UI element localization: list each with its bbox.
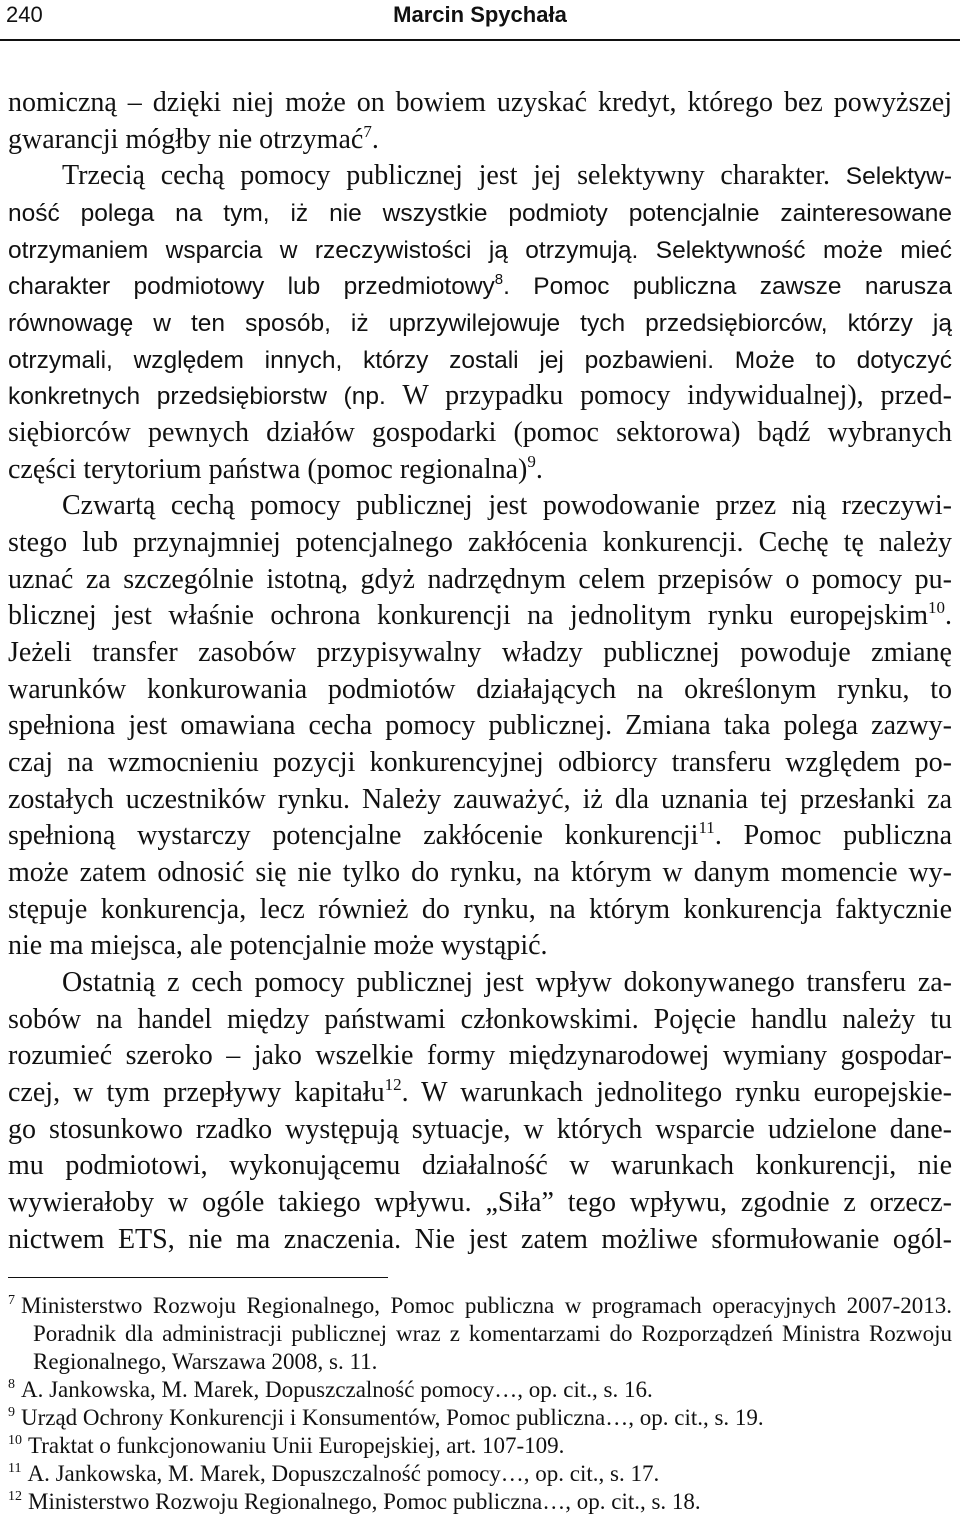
text-segment: . Pomoc publiczna zawsze narusza <box>503 273 952 301</box>
text-segment: W przypadku pomocy indywidualnej), przed- <box>402 380 952 412</box>
text-segment: . W warunkach jednolitego rynku europejskie- <box>401 1077 952 1109</box>
text-segment: otrzymali, względem innych, którzy zostali jej pozbawieni. Może to dotyczyć <box>8 346 952 374</box>
text-segment: wywierałoby w ogóle takiego wpływu. „Siła” tego wpływu, zgodnie z orzecz- <box>8 1187 952 1219</box>
page-number: 240 <box>6 2 43 27</box>
footnote-ref-12: 12 <box>384 1075 402 1095</box>
body-line <box>8 562 952 599</box>
footnote-ref-8: 8 <box>494 271 504 289</box>
header-rule <box>0 39 960 41</box>
body-line <box>8 965 952 1002</box>
body-line <box>8 158 952 195</box>
footnote-line <box>8 1320 952 1348</box>
text-segment: Trzecią cechą pomocy publicznej jest jej selektywny charakter. <box>62 160 846 192</box>
body-line <box>8 708 952 745</box>
body-line <box>8 342 952 379</box>
body-line <box>8 1148 952 1185</box>
text-segment: siębiorców pewnych działów gospodarki (pomoc sektorowa) bądź wybranych <box>8 417 952 449</box>
body-line <box>8 1002 952 1039</box>
text-segment: stego lub przynajmniej potencjalnego zakłócenia konkurencji. Cechę tę należy <box>8 527 952 559</box>
text-segment: czej, w tym przepływy kapitału <box>8 1077 385 1109</box>
text-segment: Ostatnią z cech pomocy publicznej jest wpływ dokonywanego transferu za- <box>62 967 952 999</box>
running-title: Marcin Spychała <box>393 2 567 27</box>
body-line <box>8 892 952 929</box>
body-line <box>8 122 952 159</box>
footnote-text: Poradnik dla administracji publicznej wraz z komentarzami do Rozporządzeń Ministra Rozwoju <box>33 1321 952 1346</box>
text-segment: spełnioną wystarczy potencjalne zakłócenie konkurencji <box>8 820 699 852</box>
text-segment: sobów na handel między państwami członkowskimi. Pojęcie handlu należy tu <box>8 1003 952 1035</box>
footnote-8 <box>8 1376 952 1404</box>
text-segment: spełniona jest omawiana cecha pomocy publicznej. Zmiana taka polega zazwy- <box>8 710 952 742</box>
text-segment: blicznej jest właśnie ochrona konkurencji na jednolitym rynku europejskim <box>8 600 928 632</box>
text-segment: Selektyw- <box>845 163 952 191</box>
body-line <box>8 195 952 232</box>
body-line <box>8 745 952 782</box>
footnote-11 <box>8 1460 952 1488</box>
text-segment: nie ma miejsca, ale potencjalnie może wystąpić. <box>8 930 548 962</box>
text-segment: konkretnych przedsiębiorstw (np. <box>8 383 403 411</box>
footnote-7 <box>8 1292 952 1376</box>
body-line <box>8 635 952 672</box>
text-segment: stępuje konkurencja, lecz również do rynku, na którym konkurencja faktycznie <box>8 893 952 925</box>
text-segment: otrzymaniem wsparcia w rzeczywistości ją otrzymują. Selektywność może mieć <box>8 236 952 264</box>
body-line <box>8 672 952 709</box>
footnote-number: 12 <box>8 1489 22 1504</box>
body-line <box>8 525 952 562</box>
page-header <box>0 0 960 30</box>
body-line <box>8 378 952 415</box>
footnote-ref-7: 7 <box>363 121 372 141</box>
text-segment: . <box>371 123 379 155</box>
footnote-text: Ministerstwo Rozwoju Regionalnego, Pomoc publiczna…, op. cit., s. 18. <box>28 1489 701 1514</box>
footnote-text: A. Jankowska, M. Marek, Dopuszczalność pomocy…, op. cit., s. 16. <box>21 1377 653 1402</box>
body-line <box>8 1222 952 1259</box>
text-segment: uznać za szczególnie istotną, gdyż nadrzędnym celem przepisów o pomocy pu- <box>8 563 952 595</box>
body-line <box>8 232 952 269</box>
footnote-number: 11 <box>8 1461 22 1476</box>
body-line <box>8 928 952 965</box>
text-segment: czaj na wzmocnieniu pozycji konkurencyjnej odbiorcy transferu względem po- <box>8 747 952 779</box>
text-segment: Jeżeli transfer zasobów przypisywalny władzy publicznej powoduje zmianę <box>8 637 952 669</box>
body-text <box>8 85 952 1259</box>
body-line <box>8 1185 952 1222</box>
footnote-9 <box>8 1404 952 1432</box>
body-line <box>8 818 952 855</box>
body-line <box>8 488 952 525</box>
footnote-text: Traktat o funkcjonowaniu Unii Europejskiej, art. 107-109. <box>28 1433 565 1458</box>
footnote-line <box>8 1348 952 1376</box>
footnote-10 <box>8 1432 952 1460</box>
text-segment: rozumieć szeroko – jako wszelkie formy międzynarodowej wymiany gospodar- <box>8 1040 952 1072</box>
footnote-ref-11: 11 <box>698 818 715 838</box>
text-segment: Czwartą cechą pomocy publicznej jest powodowanie przez nią rzeczywi- <box>62 490 952 522</box>
text-segment: . <box>945 600 952 632</box>
footnotes <box>8 1292 952 1516</box>
body-line <box>8 1038 952 1075</box>
text-segment: charakter podmiotowy lub przedmiotowy <box>8 273 495 301</box>
body-line <box>8 415 952 452</box>
footnote-number: 7 <box>8 1293 15 1308</box>
footnote-text: Urząd Ochrony Konkurencji i Konsumentów, Pomoc publiczna…, op. cit., s. 19. <box>21 1405 764 1430</box>
footnote-separator <box>8 1277 388 1278</box>
text-segment: mu podmiotowi, wykonującemu działalność w warunkach konkurencji, nie <box>8 1150 952 1182</box>
text-segment: zostałych uczestników rynku. Należy zauważyć, iż dla uznania tej przesłanki za <box>8 783 952 815</box>
footnote-number: 9 <box>8 1405 15 1420</box>
footnote-number: 10 <box>8 1433 22 1448</box>
text-segment: nomiczną – dzięki niej może on bowiem uzyskać kredyt, którego bez powyższej <box>8 87 952 118</box>
footnote-number: 8 <box>8 1377 15 1392</box>
footnote-12 <box>8 1488 952 1516</box>
footnote-text: Ministerstwo Rozwoju Regionalnego, Pomoc publiczna w programach operacyjnych 2007-2013. <box>21 1293 952 1318</box>
text-segment: części terytorium państwa (pomoc regionalna) <box>8 453 528 485</box>
text-segment: gwarancji mógłby nie otrzymać <box>8 123 364 155</box>
body-line <box>8 305 952 342</box>
text-segment: równowagę w ten sposób, iż uprzywilejowuje tych przedsiębiorców, którzy ją <box>8 310 952 338</box>
text-segment: warunków konkurowania podmiotów działających na określonym rynku, to <box>8 673 952 705</box>
body-line <box>8 1112 952 1149</box>
body-line <box>8 598 952 635</box>
footnote-ref-9: 9 <box>527 451 536 471</box>
footnote-text: Regionalnego, Warszawa 2008, s. 11. <box>33 1349 378 1374</box>
footnote-line <box>8 1292 952 1320</box>
text-segment: ność polega na tym, iż nie wszystkie podmioty potencjalnie zainteresowane <box>8 200 952 228</box>
body-line <box>8 268 952 305</box>
body-line <box>8 855 952 892</box>
text-segment: nictwem ETS, nie ma znaczenia. Nie jest zatem możliwe sformułowanie ogól- <box>8 1223 952 1255</box>
body-line <box>8 452 952 489</box>
footnote-ref-10: 10 <box>928 598 945 618</box>
body-line <box>8 1075 952 1112</box>
text-segment: może zatem odnosić się nie tylko do rynku, na którym w danym momencie wy- <box>8 857 952 889</box>
text-segment: go stosunkowo rzadko występują sytuacje, w których wsparcie udzielone dane- <box>8 1113 952 1145</box>
body-line <box>8 782 952 819</box>
footnote-text: A. Jankowska, M. Marek, Dopuszczalność pomocy…, op. cit., s. 17. <box>27 1461 660 1486</box>
text-segment: . <box>535 453 543 485</box>
text-segment: . Pomoc publiczna <box>714 820 952 852</box>
body-line <box>8 85 952 122</box>
